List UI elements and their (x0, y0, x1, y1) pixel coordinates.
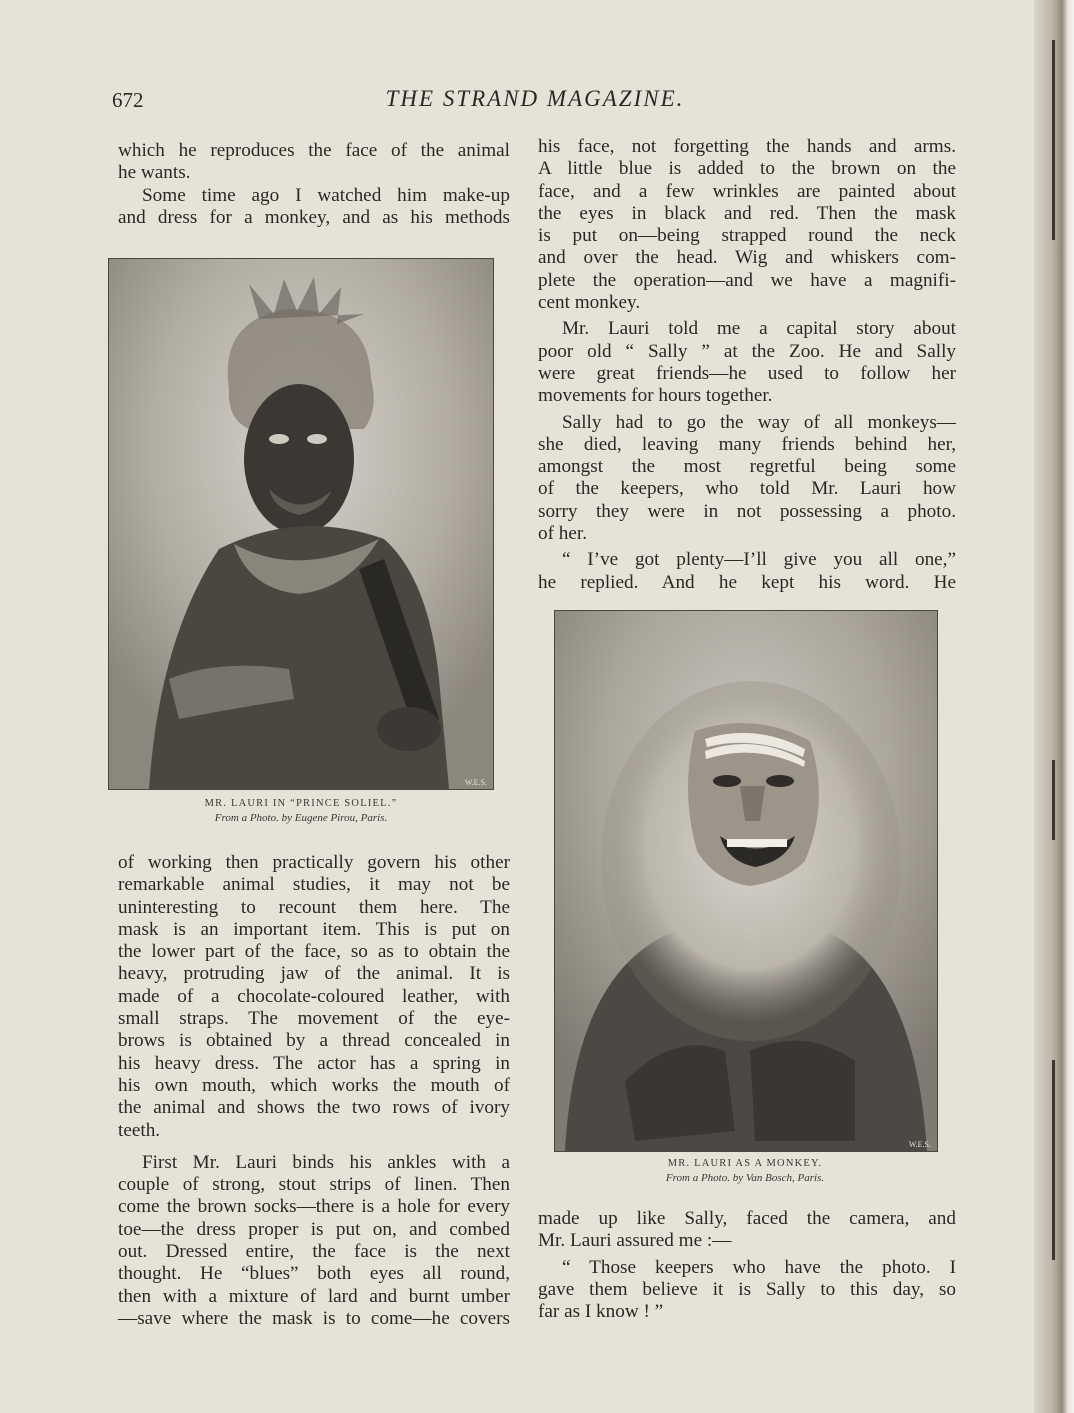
text-line: First Mr. Lauri binds his ankles with a (142, 1151, 510, 1173)
text-line: face, and a few wrinkles are painted about (538, 180, 956, 202)
text-line: the eyes in black and red. Then the mask (538, 202, 956, 224)
text-line: plete the operation—and we have a magnifi- (538, 269, 956, 291)
figure-prince-soliel (108, 258, 494, 838)
text-line: small straps. The movement of the eye- (118, 1008, 510, 1030)
figure-caption (108, 798, 494, 824)
caption-credit: From a Photo. by Eugene Pirou, Paris. (214, 812, 388, 824)
binding-shadow (1052, 760, 1055, 840)
text-line: is put on—being strapped round the neck (538, 225, 956, 247)
text-line: Mr. Lauri assured me :— (538, 1230, 732, 1252)
magazine-title: THE STRAND MAGAZINE. (385, 86, 685, 111)
page-header (112, 88, 958, 118)
text-line: amongst the most regretful being some (538, 456, 956, 478)
photo-prince-soliel (108, 258, 494, 790)
text-line: heavy, protruding jaw of the animal. It is (118, 963, 510, 985)
text-line: remarkable animal studies, it may not be (118, 874, 510, 896)
text-line: made of a chocolate-coloured leather, with (118, 985, 510, 1007)
left-column-top (118, 140, 510, 229)
text-line: movements for hours together. (538, 385, 773, 407)
text-line: which he reproduces the face of the animal (118, 140, 510, 161)
text-line: poor old “ Sally ” at the Zoo. He and Sally (538, 340, 956, 362)
left-column-bottom (118, 852, 510, 1330)
page-number: 672 (112, 88, 144, 112)
actor-in-costume-illustration (109, 259, 493, 789)
text-line: —save where the mask is to come—he covers (118, 1307, 510, 1329)
text-line: thought. He “blues” both eyes all round, (118, 1263, 510, 1285)
text-line: brows is obtained by a thread concealed in (118, 1030, 510, 1052)
text-line: Sally had to go the way of all monkeys— (562, 411, 956, 433)
text-line: of working then practically govern his other (118, 852, 510, 873)
text-line: the animal and shows the two rows of ivory (118, 1097, 510, 1119)
text-line: of the keepers, who told Mr. Lauri how (538, 478, 956, 500)
text-line: were great friends—he used to follow her (538, 362, 956, 384)
text-line: he replied. And he kept his word. He (538, 571, 956, 593)
figure-caption (554, 1158, 936, 1184)
text-line: Mr. Lauri told me a capital story about (562, 318, 956, 340)
photo-lauri-monkey (554, 610, 938, 1152)
text-line: mask is an important item. This is put on (118, 918, 510, 940)
text-line: she died, leaving many friends behind her, (538, 433, 956, 455)
text-line: his heavy dress. The actor has a spring in (118, 1052, 510, 1074)
text-line: couple of strong, stout strips of linen. Then (118, 1174, 510, 1196)
binding-shadow (1052, 40, 1055, 240)
text-line: and dress for a monkey, and as his methods (118, 206, 510, 228)
right-column-bottom (538, 1208, 956, 1323)
text-line: come the brown socks—there is a hole for every (118, 1196, 510, 1218)
text-line: then with a mixture of lard and burnt umber (118, 1285, 510, 1307)
engraver-mark: W.E.S. (464, 778, 487, 787)
text-line: cent monkey. (538, 292, 641, 314)
text-line: A little blue is added to the brown on the (538, 158, 956, 180)
monkey-costume-illustration (555, 611, 937, 1151)
text-line: toe—the dress proper is put on, and combed (118, 1218, 510, 1240)
figure-lauri-monkey (554, 610, 940, 1192)
right-column-top (538, 136, 956, 594)
text-line: he wants. (118, 162, 191, 184)
caption-credit: From a Photo. by Van Bosch, Paris. (665, 1172, 825, 1184)
text-line: far as I know ! ” (538, 1301, 664, 1323)
text-line: and over the head. Wig and whiskers com- (538, 247, 956, 269)
page-binding-edge (1034, 0, 1074, 1413)
caption-title: MR. LAURI AS A MONKEY. (667, 1158, 823, 1169)
text-line: “ I’ve got plenty—I’ll give you all one,” (562, 549, 956, 571)
text-line: uninteresting to recount them here. The (118, 896, 510, 918)
text-line: out. Dressed entire, the face is the next (118, 1241, 510, 1263)
text-line: sorry they were in not possessing a photo. (538, 500, 956, 522)
text-line: Some time ago I watched him make-up (142, 184, 510, 206)
text-line: his own mouth, which works the mouth of (118, 1074, 510, 1096)
engraver-mark: W.E.S. (908, 1140, 931, 1149)
text-line: teeth. (118, 1119, 161, 1141)
text-line: “ Those keepers who have the photo. I (562, 1256, 956, 1278)
text-line: of her. (538, 523, 588, 545)
text-line: the lower part of the face, so as to obtain the (118, 941, 510, 963)
text-line: made up like Sally, faced the camera, and (538, 1208, 956, 1229)
binding-shadow (1052, 1060, 1055, 1260)
caption-title: MR. LAURI IN “PRINCE SOLIEL.” (204, 798, 398, 809)
text-line: his face, not forgetting the hands and arms. (538, 136, 956, 157)
text-line: gave them believe it is Sally to this day, so (538, 1278, 956, 1300)
